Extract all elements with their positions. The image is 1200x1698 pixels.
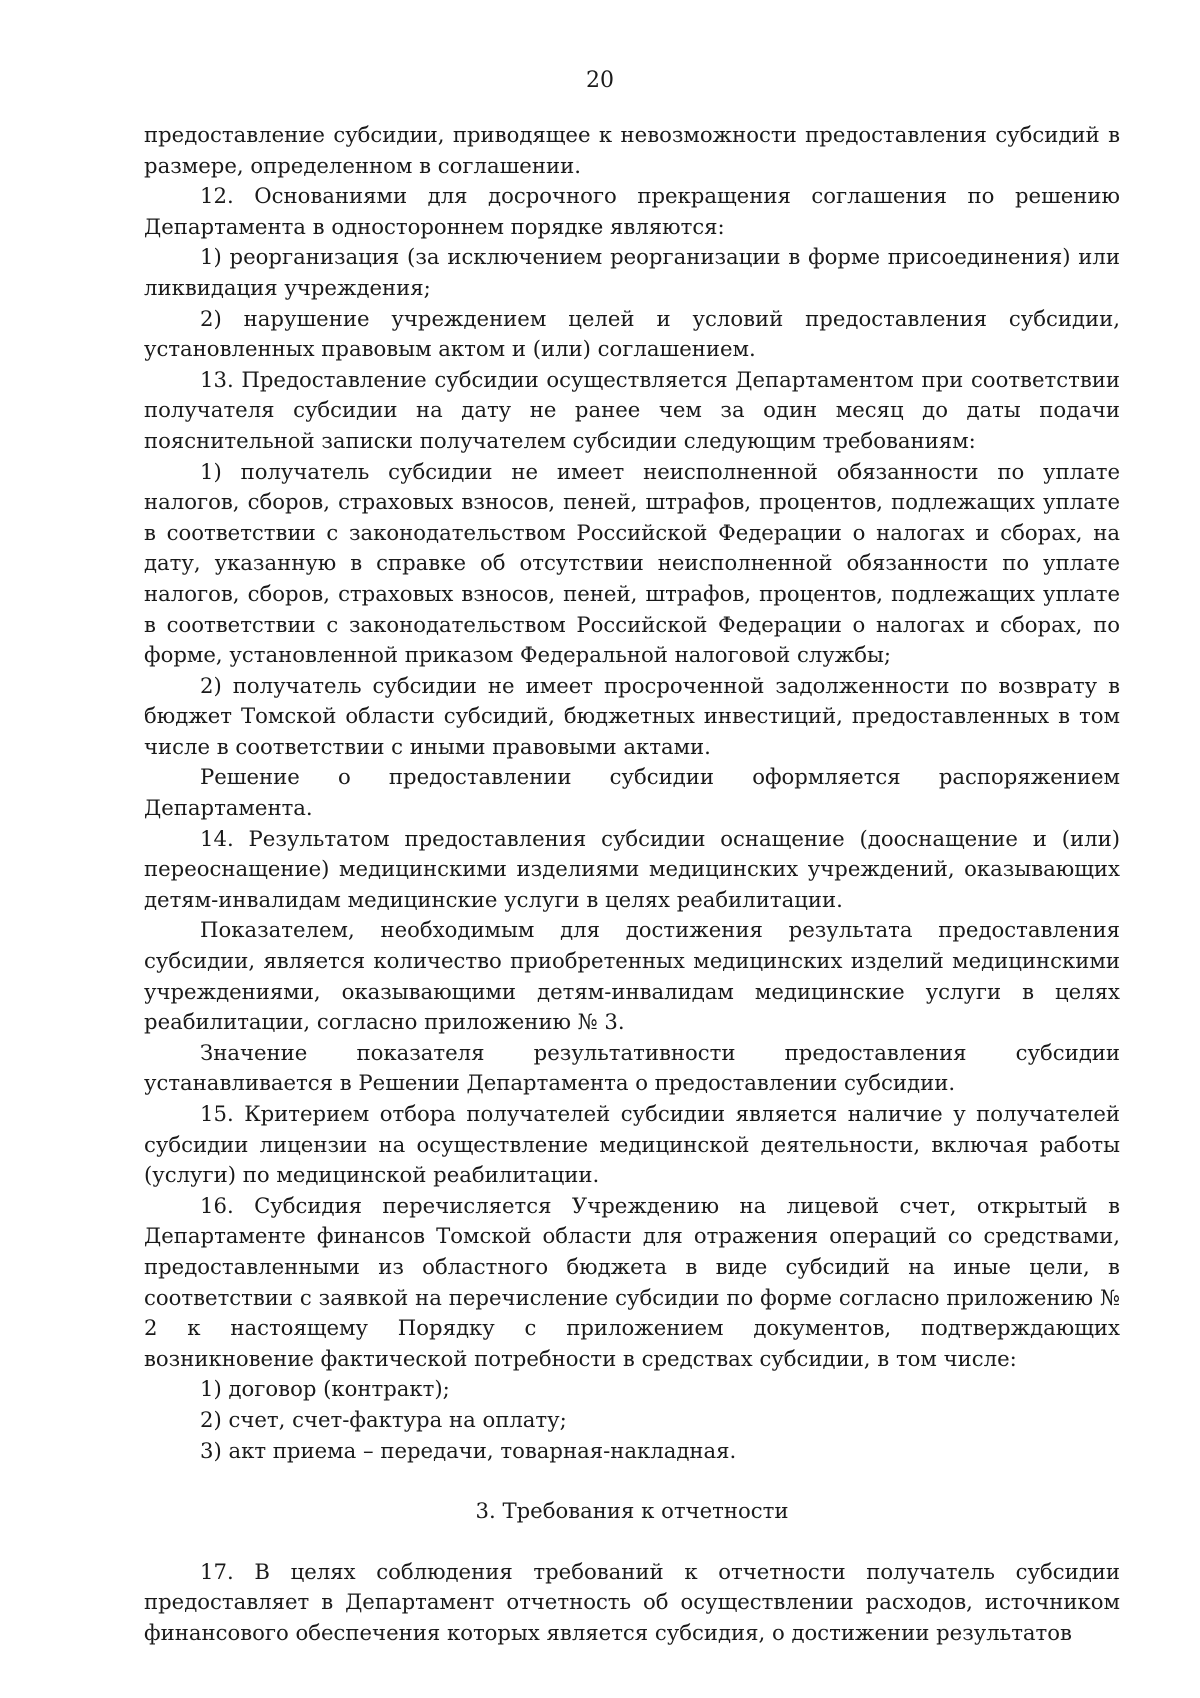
paragraph: Значение показателя результативности предоставления субсидии устанавливается в Решении Департамента о предоставлении субсидии. — [144, 1039, 1120, 1096]
document-body — [144, 120, 1120, 1649]
paragraph: Показателем, необходимым для достижения результата предоставления субсидии, является количество приобретенных медицинских изделий медицинскими учреждениями, оказывающими детям-инвалидам медицинские услуги в целях реабилитации, согласно приложению № 3. — [144, 917, 1120, 1035]
paragraph: 2) нарушение учреждением целей и условий предоставления субсидии, установленных правовым актом и (или) соглашением. — [144, 305, 1120, 362]
paragraph: 1) реорганизация (за исключением реорганизации в форме присоединения) или ликвидация учреждения; — [144, 244, 1120, 300]
list-item: 3) акт приема – передачи, товарная-накладная. — [200, 1437, 737, 1463]
paragraph: 15. Критерием отбора получателей субсидии является наличие у получателей субсидии лицензии на осуществление медицинской деятельности, включая работы (услуги) по медицинской реабилитации. — [144, 1101, 1120, 1188]
paragraph: 1) получатель субсидии не имеет неисполненной обязанности по уплате налогов, сборов, страховых взносов, пеней, штрафов, процентов, подлежащих уплате в соответствии с законодательством Российской Федерации о налогах и сборах, на дату, указанную в справке об отсутствии неисполненной обязанности по уплате налогов, сборов, страховых взносов, пеней, штрафов, процентов, подлежащих уплате в соответствии с законодательством Российской Федерации о налогах и сборах, по форме, установленной приказом Федеральной налоговой службы; — [144, 458, 1120, 668]
paragraph: 14. Результатом предоставления субсидии оснащение (дооснащение и (или) переоснащение) медицинскими изделиями медицинских учреждений, оказывающих детям-инвалидам медицинские услуги в целях реабилитации. — [144, 825, 1120, 912]
paragraph: 12. Основаниями для досрочного прекращения соглашения по решению Департамента в одностороннем порядке являются: — [144, 183, 1120, 239]
section-heading: 3. Требования к отчетности — [475, 1498, 789, 1524]
page-number: 20 — [586, 68, 614, 93]
paragraph: Решение о предоставлении субсидии оформляется распоряжением Департамента. — [144, 764, 1120, 821]
paragraph: предоставление субсидии, приводящее к невозможности предоставления субсидий в размере, определенном в соглашении. — [144, 122, 1120, 178]
list-item: 2) счет, счет-фактура на оплату; — [200, 1406, 567, 1432]
paragraph: 13. Предоставление субсидии осуществляется Департаментом при соответствии получателя субсидии на дату не ранее чем за один месяц до даты подачи пояснительной записки получателем субсидии следующим требованиям: — [144, 366, 1120, 453]
paragraph: 2) получатель субсидии не имеет просроченной задолженности по возврату в бюджет Томской области субсидий, бюджетных инвестиций, предоставленных в том числе в соответствии с иными правовыми актами. — [144, 672, 1120, 759]
paragraph: 16. Субсидия перечисляется Учреждению на лицевой счет, открытый в Департаменте финансов Томской области для отражения операций со средствами, предоставленными из областного бюджета в виде субсидий на иные цели, в соответствии с заявкой на перечисление субсидии по форме согласно приложению № 2 к настоящему Порядку с приложением документов, подтверждающих возникновение фактической потребности в средствах субсидии, в том числе: — [144, 1192, 1120, 1371]
paragraph: 17. В целях соблюдения требований к отчетности получатель субсидии предоставляет в Департамент отчетность об осуществлении расходов, источником финансового обеспечения которых является субсидия, о достижении результатов — [144, 1558, 1120, 1645]
list-item: 1) договор (контракт); — [200, 1376, 450, 1402]
